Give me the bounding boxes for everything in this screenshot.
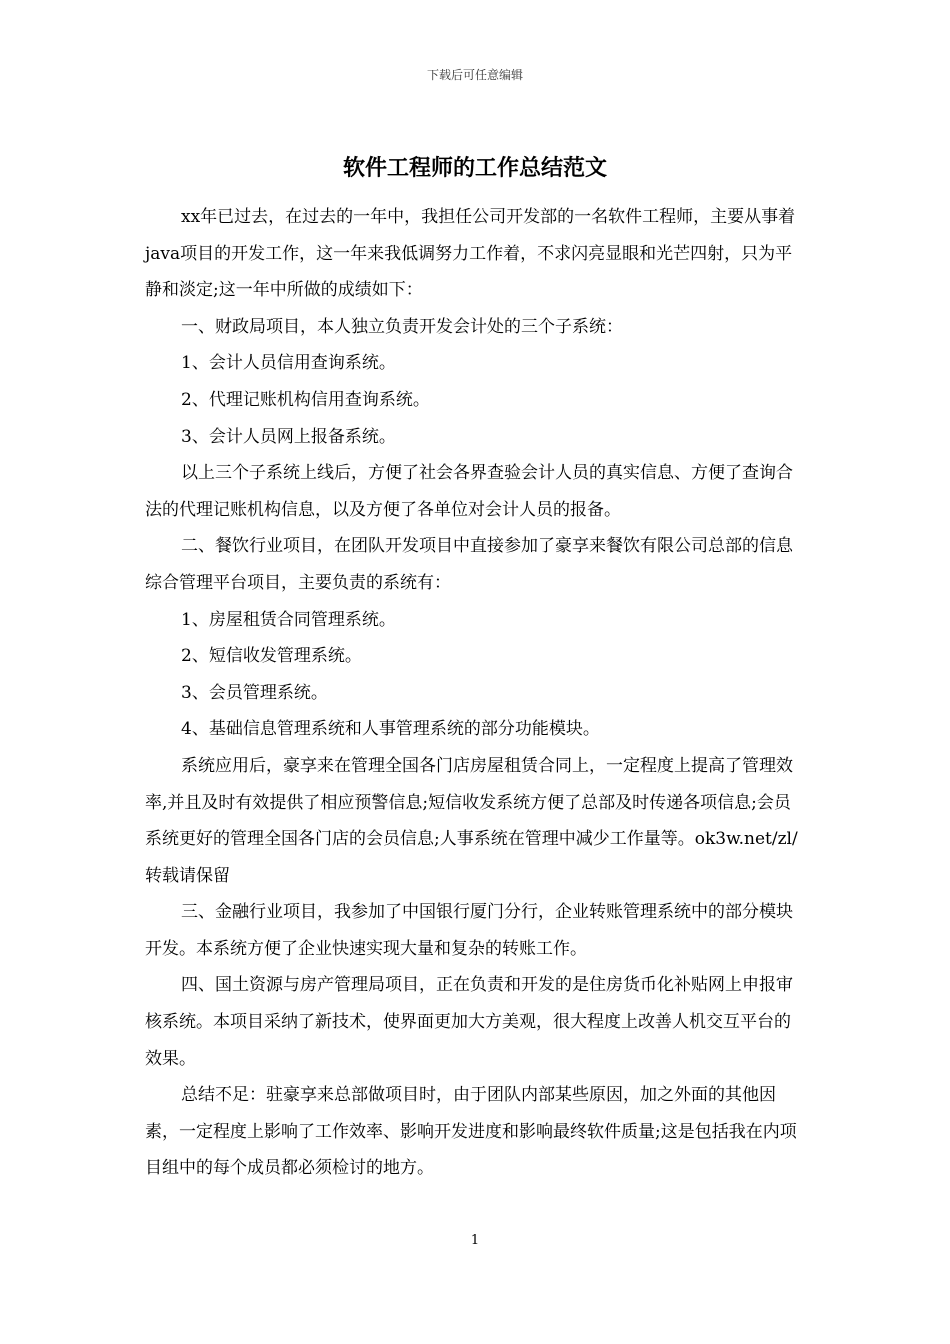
- paragraph-intro: xx年已过去，在过去的一年中，我担任公司开发部的一名软件工程师，主要从事着java项目的开发工作，这一年来我低调努力工作着，不求闪亮显眼和光芒四射，只为平静和淡定;这一年中所做的成绩如下：: [145, 207, 796, 301]
- list-item: 1、会计人员信用查询系统。: [181, 353, 396, 374]
- paragraph-section-3: 三、金融行业项目，我参加了中国银行厦门分行，企业转账管理系统中的部分模块开发。本系统方便了企业快速实现大量和复杂的转账工作。: [145, 902, 793, 959]
- paragraph-section-1-summary: 以上三个子系统上线后，方便了社会各界查验会计人员的真实信息、方便了查询合法的代理记账机构信息，以及方便了各单位对会计人员的报备。: [145, 463, 793, 520]
- list-item: 2、短信收发管理系统。: [181, 646, 362, 667]
- paragraph-shortcomings: 总结不足：驻豪享来总部做项目时，由于团队内部某些原因，加之外面的其他因素，一定程度上影响了工作效率、影响开发进度和影响最终软件质量;这是包括我在内项目组中的每个成员都必须检讨的地方。: [145, 1085, 797, 1179]
- header-note: 下载后可任意编辑: [426, 68, 523, 82]
- list-item: 2、代理记账机构信用查询系统。: [181, 389, 430, 410]
- document-body: [145, 199, 807, 1187]
- paragraph-section-4: 四、国土资源与房产管理局项目，正在负责和开发的是住房货币化补贴网上申报审核系统。本项目采纳了新技术，使界面更加大方美观，很大程度上改善人机交互平台的效果。: [145, 975, 793, 1069]
- page-number: 1: [470, 1233, 480, 1248]
- paragraph-section-2-summary: 系统应用后，豪享来在管理全国各门店房屋租赁合同上，一定程度上提高了管理效率,并且及时有效提供了相应预警信息;短信收发系统方便了总部及时传递各项信息;会员系统更好的管理全国各门店的会员信息;人事系统在管理中减少工作量等。ok3w.net/zl/转载请保留: [145, 755, 798, 886]
- list-item: 1、房屋租赁合同管理系统。: [181, 609, 396, 630]
- document-title: 软件工程师的工作总结范文: [342, 155, 607, 181]
- list-item: 3、会计人员网上报备系统。: [181, 426, 396, 447]
- paragraph-section-1-heading: 一、财政局项目，本人独立负责开发会计处的三个子系统：: [181, 316, 623, 337]
- list-item: 3、会员管理系统。: [181, 682, 328, 703]
- list-item: 4、基础信息管理系统和人事管理系统的部分功能模块。: [181, 719, 600, 740]
- paragraph-section-2-heading: 二、餐饮行业项目，在团队开发项目中直接参加了豪享来餐饮有限公司总部的信息综合管理平台项目，主要负责的系统有：: [145, 536, 793, 593]
